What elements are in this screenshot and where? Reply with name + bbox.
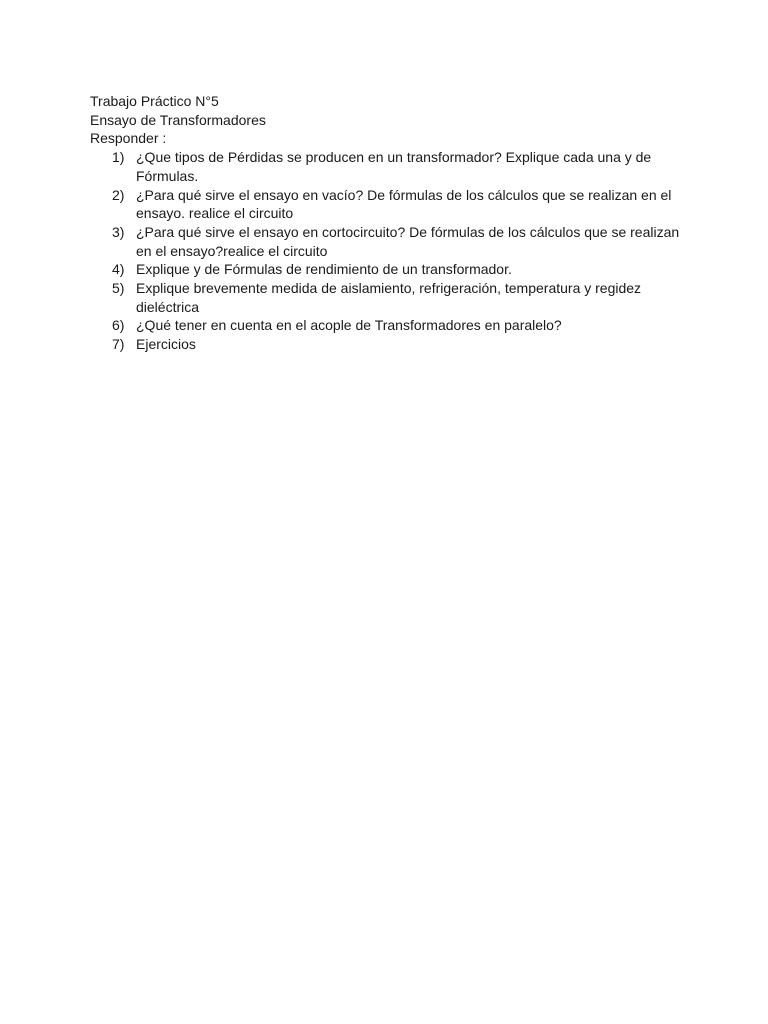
question-text-line: ¿Para qué sirve el ensayo en cortocircuito? De fórmulas de los cálculos que se realizan: [136, 223, 680, 240]
question-text-line: ¿Qué tener en cuenta en el acople de Transformadores en paralelo?: [136, 317, 562, 334]
question-list: [90, 148, 690, 354]
question-item-5: [90, 279, 676, 316]
question-number: 3): [112, 223, 125, 240]
question-text-line: Ejercicios: [136, 336, 196, 353]
question-number: 7): [112, 336, 125, 353]
question-text-line: Explique brevemente medida de aislamiento, refrigeración, temperatura y regidez: [136, 280, 642, 297]
question-number: 2): [112, 186, 125, 203]
question-item-7: [90, 335, 676, 354]
document-content: [90, 92, 690, 354]
question-text-line: ¿Para qué sirve el ensayo en vacío? De fórmulas de los cálculos que se realizan en el: [136, 186, 672, 203]
question-text-line: Fórmulas.: [136, 167, 199, 184]
document-intro: Responder :: [90, 130, 167, 147]
question-text-line: ensayo. realice el circuito: [136, 205, 294, 222]
question-item-2: [90, 186, 676, 223]
question-number: 4): [112, 261, 125, 278]
question-text-line: ¿Que tipos de Pérdidas se producen en un transformador? Explique cada una y de: [136, 149, 652, 166]
document-subtitle: Ensayo de Transformadores: [90, 111, 266, 128]
question-item-1: [90, 148, 676, 185]
question-item-3: [90, 223, 680, 260]
question-text-line: en el ensayo?realice el circuito: [136, 242, 328, 259]
document-title: Trabajo Práctico N°5: [90, 93, 219, 109]
question-number: 6): [112, 317, 125, 334]
question-item-4: [90, 260, 676, 279]
question-number: 1): [112, 149, 125, 166]
question-number: 5): [112, 280, 125, 297]
question-item-6: [90, 316, 676, 335]
question-text-line: Explique y de Fórmulas de rendimiento de un transformador.: [136, 261, 512, 278]
question-text-line: dieléctrica: [136, 298, 200, 315]
